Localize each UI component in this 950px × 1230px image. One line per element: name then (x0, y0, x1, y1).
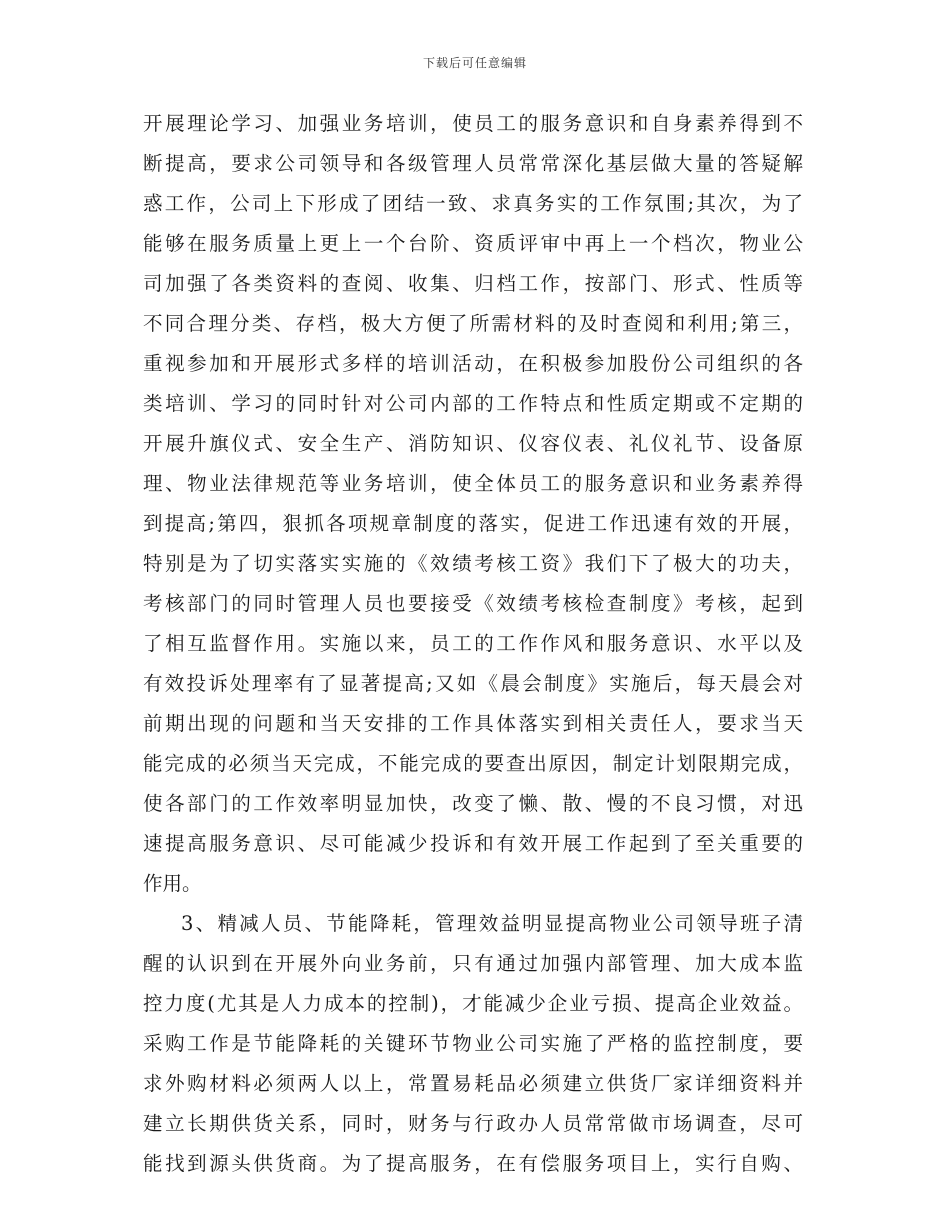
text-line: 开展理论学习、加强业务培训，使员工的服务意识和自身素养得到不 (143, 112, 803, 135)
text-line: 醒的认识到在开展外向业务前，只有通过加强内部管理、加大成本监 (143, 952, 803, 975)
paragraph-2 (143, 904, 803, 1184)
text-line: 重视参加和开展形式多样的培训活动，在积极参加股份公司组织的各 (143, 352, 803, 375)
text-line: 有效投诉处理率有了显著提高;又如《晨会制度》实施后，每天晨会对 (143, 672, 803, 695)
text-line: 断提高，要求公司领导和各级管理人员常常深化基层做大量的答疑解 (143, 152, 803, 175)
text-line: 开展升旗仪式、安全生产、消防知识、仪容仪表、礼仪礼节、设备原 (143, 432, 803, 455)
text-line: 能完成的必须当天完成，不能完成的要查出原因，制定计划限期完成， (143, 752, 803, 775)
text-line: 能找到源头供货商。为了提高服务，在有偿服务项目上，实行自购、 (143, 1152, 803, 1175)
document-body (143, 104, 803, 1184)
text-line: 惑工作，公司上下形成了团结一致、求真务实的工作氛围;其次，为了 (143, 192, 803, 215)
text-line: 建立长期供货关系，同时，财务与行政办人员常常做市场调查，尽可 (143, 1112, 803, 1135)
page-header: 下载后可任意编辑 (422, 56, 527, 70)
text-line: 使各部门的工作效率明显加快，改变了懒、散、慢的不良习惯，对迅 (143, 792, 803, 815)
text-line: 作用。 (143, 872, 202, 895)
text-line: 特别是为了切实落实实施的《效绩考核工资》我们下了极大的功夫， (143, 552, 803, 575)
text-line: 了相互监督作用。实施以来，员工的工作作风和服务意识、水平以及 (143, 632, 803, 655)
text-line: 前期出现的问题和当天安排的工作具体落实到相关责任人，要求当天 (143, 712, 803, 735)
paragraph-1 (143, 104, 803, 904)
text-line: 不同合理分类、存档，极大方便了所需材料的及时查阅和利用;第三， (143, 312, 803, 335)
text-line: 速提高服务意识、尽可能减少投诉和有效开展工作起到了至关重要的 (143, 832, 803, 855)
text-line: 类培训、学习的同时针对公司内部的工作特点和性质定期或不定期的 (143, 392, 803, 415)
text-line: 司加强了各类资料的查阅、收集、归档工作，按部门、形式、性质等 (143, 272, 803, 295)
text-line: 考核部门的同时管理人员也要接受《效绩考核检查制度》考核，起到 (143, 592, 803, 615)
text-line: 控力度(尤其是人力成本的控制)，才能减少企业亏损、提高企业效益。 (143, 992, 803, 1015)
text-line: 3、精减人员、节能降耗，管理效益明显提高物业公司领导班子清 (181, 912, 803, 935)
text-line: 到提高;第四，狠抓各项规章制度的落实，促进工作迅速有效的开展， (143, 512, 803, 535)
text-line: 理、物业法律规范等业务培训，使全体员工的服务意识和业务素养得 (143, 472, 803, 495)
text-line: 能够在服务质量上更上一个台阶、资质评审中再上一个档次，物业公 (143, 232, 803, 255)
text-line: 采购工作是节能降耗的关键环节物业公司实施了严格的监控制度，要 (143, 1032, 803, 1055)
text-line: 求外购材料必须两人以上，常置易耗品必须建立供货厂家详细资料并 (143, 1072, 803, 1095)
